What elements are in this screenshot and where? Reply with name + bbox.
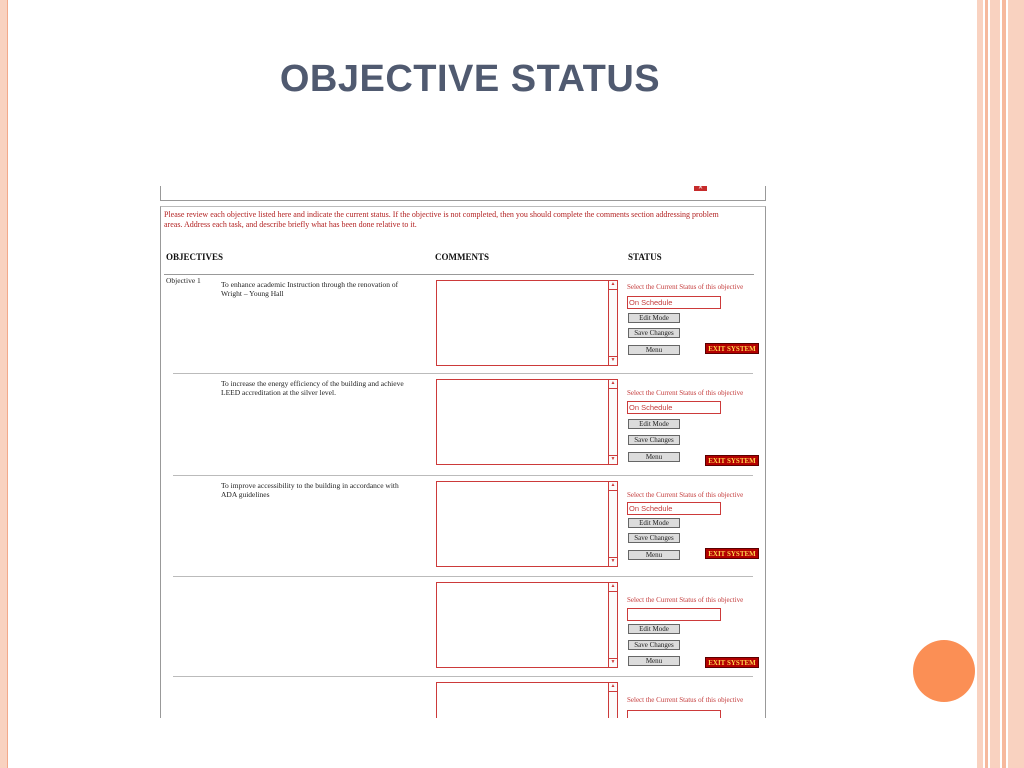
slide-title: OBJECTIVE STATUS xyxy=(279,58,661,100)
edit-mode-button[interactable]: Edit Mode xyxy=(628,624,680,634)
objective-status-screenshot xyxy=(160,186,766,718)
top-toolbar xyxy=(160,186,766,201)
close-icon[interactable]: ✕ xyxy=(694,186,707,191)
status-prompt: Select the Current Status of this objective xyxy=(627,389,744,397)
status-select[interactable]: On Schedule xyxy=(627,296,721,309)
status-select[interactable] xyxy=(627,710,721,718)
comments-textarea[interactable] xyxy=(436,481,618,567)
status-prompt: Select the Current Status of this objective xyxy=(627,283,744,291)
status-header: STATUS xyxy=(628,252,662,262)
objective-row xyxy=(161,582,765,686)
menu-button[interactable]: Menu xyxy=(628,550,680,560)
comments-header: COMMENTS xyxy=(435,252,489,262)
slide-frame-left xyxy=(0,0,7,768)
objective-row xyxy=(161,481,765,585)
scroll-up-icon[interactable]: ▲ xyxy=(609,482,617,491)
status-prompt: Select the Current Status of this objective xyxy=(627,696,744,704)
status-select[interactable]: On Schedule xyxy=(627,502,721,515)
status-prompt: Select the Current Status of this objective xyxy=(627,596,744,604)
scroll-down-icon[interactable]: ▼ xyxy=(610,559,616,564)
edit-mode-button[interactable]: Edit Mode xyxy=(628,313,680,323)
edit-mode-button[interactable]: Edit Mode xyxy=(628,419,680,429)
objectives-form xyxy=(160,206,766,718)
decorative-orb xyxy=(913,640,975,702)
scroll-down-icon[interactable]: ▼ xyxy=(610,660,616,665)
header-divider xyxy=(164,274,754,275)
row-divider xyxy=(173,576,753,577)
row-divider xyxy=(173,676,753,677)
menu-button[interactable]: Menu xyxy=(628,656,680,666)
status-select[interactable] xyxy=(627,608,721,621)
scrollbar[interactable] xyxy=(608,281,617,365)
save-changes-button[interactable]: Save Changes xyxy=(628,640,680,650)
edit-mode-button[interactable]: Edit Mode xyxy=(628,518,680,528)
scrollbar[interactable] xyxy=(608,583,617,667)
scrollbar[interactable] xyxy=(608,482,617,566)
objective-row xyxy=(161,682,765,718)
save-changes-button[interactable]: Save Changes xyxy=(628,328,680,338)
objectives-header: OBJECTIVES xyxy=(166,252,224,262)
comments-textarea[interactable] xyxy=(436,682,618,718)
save-changes-button[interactable]: Save Changes xyxy=(628,435,680,445)
comments-textarea[interactable] xyxy=(436,379,618,465)
objective-description: To increase the energy efficiency of the building and achieve LEED accreditation at the silver level. xyxy=(221,379,404,397)
objective-description: To enhance academic Instruction through the renovation of Wright – Young Hall xyxy=(221,280,399,298)
objective-label: Objective 1 xyxy=(166,276,201,285)
row-divider xyxy=(173,475,753,476)
status-select[interactable]: On Schedule xyxy=(627,401,721,414)
scroll-up-icon[interactable]: ▲ xyxy=(609,380,617,389)
scrollbar[interactable] xyxy=(608,683,617,718)
slide-frame-right-stripes xyxy=(977,0,1024,768)
row-divider xyxy=(173,373,753,374)
scroll-up-icon[interactable]: ▲ xyxy=(609,583,617,592)
scrollbar[interactable] xyxy=(608,380,617,464)
exit-system-button[interactable]: EXIT SYSTEM xyxy=(705,343,759,354)
slide-frame-left-line xyxy=(7,0,8,768)
menu-button[interactable]: Menu xyxy=(628,345,680,355)
instructions-text: Please review each objective listed here and indicate the current status. If the objective is not completed, then you should complete the comments section addressing problem areas. Address each task, and describe briefly what has been done relative to it. xyxy=(164,210,719,229)
scroll-down-icon[interactable]: ▼ xyxy=(610,457,616,462)
objective-description: To improve accessibility to the building in accordance with ADA guidelines xyxy=(221,481,399,499)
objective-row xyxy=(161,280,765,384)
exit-system-button[interactable]: EXIT SYSTEM xyxy=(705,548,759,559)
scroll-down-icon[interactable]: ▼ xyxy=(610,358,616,363)
comments-textarea[interactable] xyxy=(436,582,618,668)
exit-system-button[interactable]: EXIT SYSTEM xyxy=(705,455,759,466)
comments-textarea[interactable] xyxy=(436,280,618,366)
scroll-up-icon[interactable]: ▲ xyxy=(609,683,617,692)
scroll-up-icon[interactable]: ▲ xyxy=(609,281,617,290)
save-changes-button[interactable]: Save Changes xyxy=(628,533,680,543)
exit-system-button[interactable]: EXIT SYSTEM xyxy=(705,657,759,668)
menu-button[interactable]: Menu xyxy=(628,452,680,462)
objective-row xyxy=(161,379,765,483)
status-prompt: Select the Current Status of this objective xyxy=(627,491,744,499)
